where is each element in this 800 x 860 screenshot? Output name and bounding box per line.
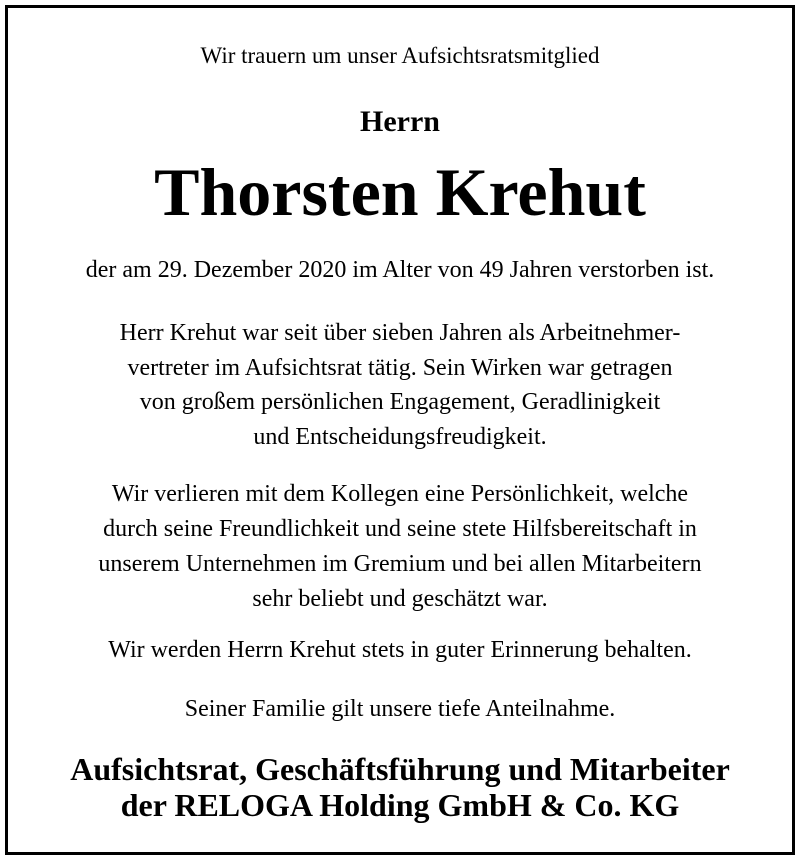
tribute-line: durch seine Freundlichkeit und seine stete Hilfsbereitschaft in	[103, 516, 697, 542]
intro-line: Wir trauern um unser Aufsichtsratsmitglied	[200, 43, 600, 68]
tribute-line: Wir verlieren mit dem Kollegen eine Persönlichkeit, welche	[111, 481, 689, 507]
tribute-paragraph-2	[0, 477, 800, 617]
remembrance-line: Wir werden Herrn Krehut stets in guter Erinnerung behalten.	[108, 637, 692, 663]
salutation: Herrn	[360, 105, 440, 138]
tribute-line: unserem Unternehmen im Gremium und bei allen Mitarbeitern	[98, 551, 702, 577]
tribute-line: vertreter im Aufsichtsrat tätig. Sein Wirken war getragen	[127, 354, 673, 381]
tribute-line: sehr beliebt und geschätzt war.	[252, 586, 548, 612]
tribute-line: und Entscheidungsfreudigkeit.	[253, 423, 547, 450]
tribute-line: Herr Krehut war seit über sieben Jahren als Arbeitnehmer-	[119, 320, 681, 346]
signature-line: der RELOGA Holding GmbH & Co. KG	[120, 787, 680, 823]
tribute-line: von großem persönlichen Engagement, Geradlinigkeit	[139, 389, 661, 415]
deceased-name: Thorsten Krehut	[154, 154, 646, 230]
tribute-paragraph-1	[0, 316, 800, 454]
signature-line: Aufsichtsrat, Geschäftsführung und Mitarbeiter	[70, 751, 730, 787]
sympathy-line: Seiner Familie gilt unsere tiefe Anteilnahme.	[184, 696, 616, 722]
death-info: der am 29. Dezember 2020 im Alter von 49 Jahren verstorben ist.	[85, 257, 715, 283]
signature-block	[0, 751, 800, 823]
